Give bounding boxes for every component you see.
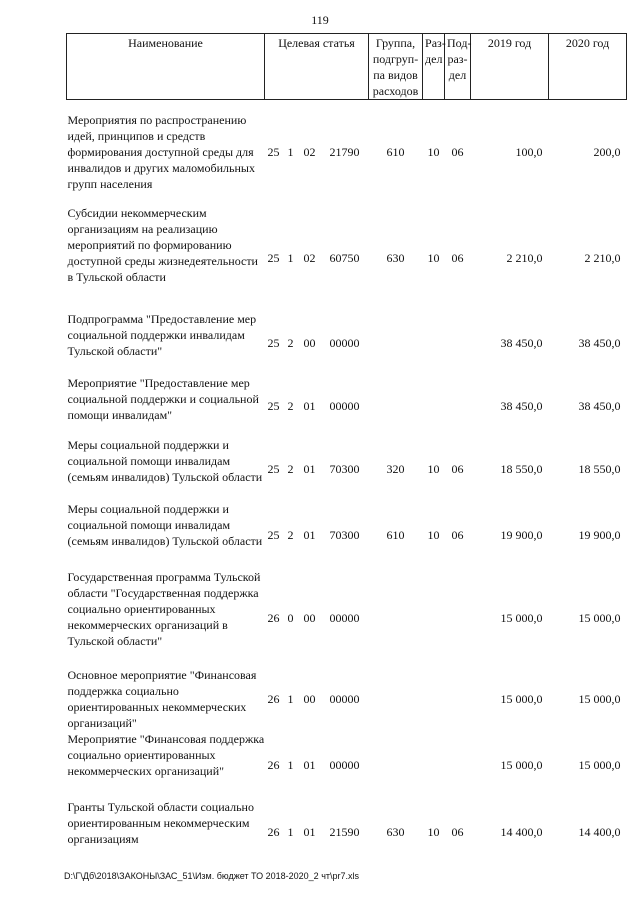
header-target: Целевая статья xyxy=(265,34,369,100)
expense-group: 630 xyxy=(386,250,405,265)
expense-group: 630 xyxy=(386,824,405,839)
table-row xyxy=(67,569,627,667)
subsection-code xyxy=(445,569,471,667)
amount-2020: 200,0 xyxy=(593,145,621,160)
table-row xyxy=(67,799,627,865)
target-code-4: 00000 xyxy=(329,757,360,772)
target-code-2: 1 xyxy=(287,757,294,772)
target-code-3: 00 xyxy=(303,691,316,706)
expense-group xyxy=(369,375,423,437)
header-2019: 2019 год xyxy=(471,34,549,100)
table-header xyxy=(67,34,627,100)
row-name: Мероприятие "Предоставление мер социальной поддержки и социальной помощи инвалидам" xyxy=(67,375,259,422)
header-subsection: Под-раз-дел xyxy=(445,34,471,100)
target-code-2: 1 xyxy=(287,824,294,839)
section-code: 10 xyxy=(427,527,440,542)
section-code xyxy=(423,731,445,799)
target-code-2: 2 xyxy=(287,398,294,413)
target-code-2: 2 xyxy=(287,461,294,476)
target-code-1: 25 xyxy=(267,250,280,265)
amount-2020: 15 000,0 xyxy=(578,610,621,625)
target-code-1: 25 xyxy=(267,461,280,476)
target-code-3: 00 xyxy=(303,335,316,350)
section-code: 10 xyxy=(427,461,440,476)
amount-2020: 38 450,0 xyxy=(578,398,621,413)
header-group: Группа, подгруп-па видов расходов xyxy=(369,34,423,100)
target-code-3: 00 xyxy=(303,610,316,625)
target-code-4: 21790 xyxy=(329,145,360,160)
target-code-1: 26 xyxy=(267,610,280,625)
amount-2020: 14 400,0 xyxy=(578,824,621,839)
table-row xyxy=(67,731,627,799)
header-name: Наименование xyxy=(67,34,265,100)
subsection-code: 06 xyxy=(451,527,464,542)
amount-2019: 15 000,0 xyxy=(500,610,543,625)
amount-2020: 15 000,0 xyxy=(578,691,621,706)
target-code-2: 1 xyxy=(287,250,294,265)
section-code xyxy=(423,311,445,375)
target-code-3: 01 xyxy=(303,824,316,839)
section-code xyxy=(423,375,445,437)
budget-table xyxy=(66,33,627,865)
target-code-3: 01 xyxy=(303,398,316,413)
expense-group xyxy=(369,311,423,375)
target-code-2: 1 xyxy=(287,145,294,160)
table-row xyxy=(67,311,627,375)
target-code-3: 01 xyxy=(303,461,316,476)
subsection-code xyxy=(445,731,471,799)
page-number: 119 xyxy=(311,13,329,27)
table-row xyxy=(67,667,627,731)
header-2020: 2020 год xyxy=(549,34,627,100)
amount-2020: 15 000,0 xyxy=(578,757,621,772)
target-code-1: 25 xyxy=(267,145,280,160)
target-code-4: 00000 xyxy=(329,691,360,706)
amount-2019: 14 400,0 xyxy=(500,824,543,839)
row-name: Государственная программа Тульской области "Государственная поддержка социально ориентированных некоммерческих организаций в Тульской области" xyxy=(67,569,261,648)
expense-group xyxy=(369,667,423,731)
target-code-1: 26 xyxy=(267,824,280,839)
subsection-code: 06 xyxy=(451,250,464,265)
amount-2020: 18 550,0 xyxy=(578,461,621,476)
section-code: 10 xyxy=(427,824,440,839)
expense-group xyxy=(369,731,423,799)
target-code-3: 01 xyxy=(303,527,316,542)
row-name: Мероприятия по распространению идей, принципов и средств формирования доступной среды для инвалидов и других маломобильных групп населения xyxy=(67,113,255,191)
target-code-4: 60750 xyxy=(329,250,360,265)
target-code-2: 2 xyxy=(287,335,294,350)
target-code-4: 00000 xyxy=(329,335,360,350)
subsection-code: 06 xyxy=(451,145,464,160)
section-code: 10 xyxy=(427,145,440,160)
section-code xyxy=(423,667,445,731)
target-code-1: 25 xyxy=(267,335,280,350)
row-name: Субсидии некоммерческим организациям на реализацию мероприятий по формированию доступной среды жизнедеятельности в Тульской области xyxy=(67,205,258,284)
target-code-1: 25 xyxy=(267,398,280,413)
target-code-2: 0 xyxy=(287,610,294,625)
amount-2019: 15 000,0 xyxy=(500,757,543,772)
row-name: Гранты Тульской области социально ориентированным некоммерческим организациям xyxy=(67,799,254,846)
section-code xyxy=(423,569,445,667)
target-code-4: 00000 xyxy=(329,610,360,625)
amount-2019: 38 450,0 xyxy=(500,398,543,413)
subsection-code xyxy=(445,375,471,437)
table-row xyxy=(67,437,627,501)
amount-2019: 18 550,0 xyxy=(500,461,543,476)
expense-group: 610 xyxy=(386,527,405,542)
target-code-1: 26 xyxy=(267,691,280,706)
expense-group: 320 xyxy=(386,461,405,476)
amount-2019: 19 900,0 xyxy=(500,527,543,542)
amount-2020: 2 210,0 xyxy=(584,250,621,265)
amount-2019: 38 450,0 xyxy=(500,335,543,350)
section-code: 10 xyxy=(427,250,440,265)
row-name: Меры социальной поддержки и социальной помощи инвалидам (семьям инвалидов) Тульской области xyxy=(67,501,263,548)
target-code-1: 26 xyxy=(267,757,280,772)
expense-group xyxy=(369,569,423,667)
target-code-2: 1 xyxy=(287,691,294,706)
row-name: Меры социальной поддержки и социальной помощи инвалидам (семьям инвалидов) Тульской области xyxy=(67,437,263,484)
amount-2020: 38 450,0 xyxy=(578,335,621,350)
target-code-4: 70300 xyxy=(329,461,360,476)
subsection-code xyxy=(445,311,471,375)
amount-2020: 19 900,0 xyxy=(578,527,621,542)
amount-2019: 100,0 xyxy=(515,145,543,160)
table-row xyxy=(67,501,627,569)
target-code-4: 70300 xyxy=(329,527,360,542)
amount-2019: 15 000,0 xyxy=(500,691,543,706)
file-path-footer: D:\Г\Дб\2018\ЗАКОНЫ\ЗАС_51\Изм. бюджет ТО 2018-2020_2 чт\pr7.xls xyxy=(64,871,360,881)
target-code-3: 02 xyxy=(303,250,316,265)
table-row xyxy=(67,205,627,311)
table-row xyxy=(67,375,627,437)
subsection-code: 06 xyxy=(451,461,464,476)
subsection-code xyxy=(445,667,471,731)
expense-group: 610 xyxy=(386,145,405,160)
header-section: Раз-дел xyxy=(423,34,445,100)
amount-2019: 2 210,0 xyxy=(506,250,543,265)
target-code-3: 02 xyxy=(303,145,316,160)
row-name: Основное мероприятие "Финансовая поддержка социально ориентированных некоммерческих организаций" xyxy=(67,667,257,730)
row-name: Мероприятие "Финансовая поддержка социально ориентированных некоммерческих организаций" xyxy=(67,731,265,778)
table-row xyxy=(67,100,627,205)
row-name: Подпрограмма "Предоставление мер социальной поддержки инвалидам Тульской области" xyxy=(67,311,257,358)
target-code-3: 01 xyxy=(303,757,316,772)
target-code-4: 21590 xyxy=(329,824,360,839)
subsection-code: 06 xyxy=(451,824,464,839)
target-code-1: 25 xyxy=(267,527,280,542)
target-code-2: 2 xyxy=(287,527,294,542)
target-code-4: 00000 xyxy=(329,398,360,413)
